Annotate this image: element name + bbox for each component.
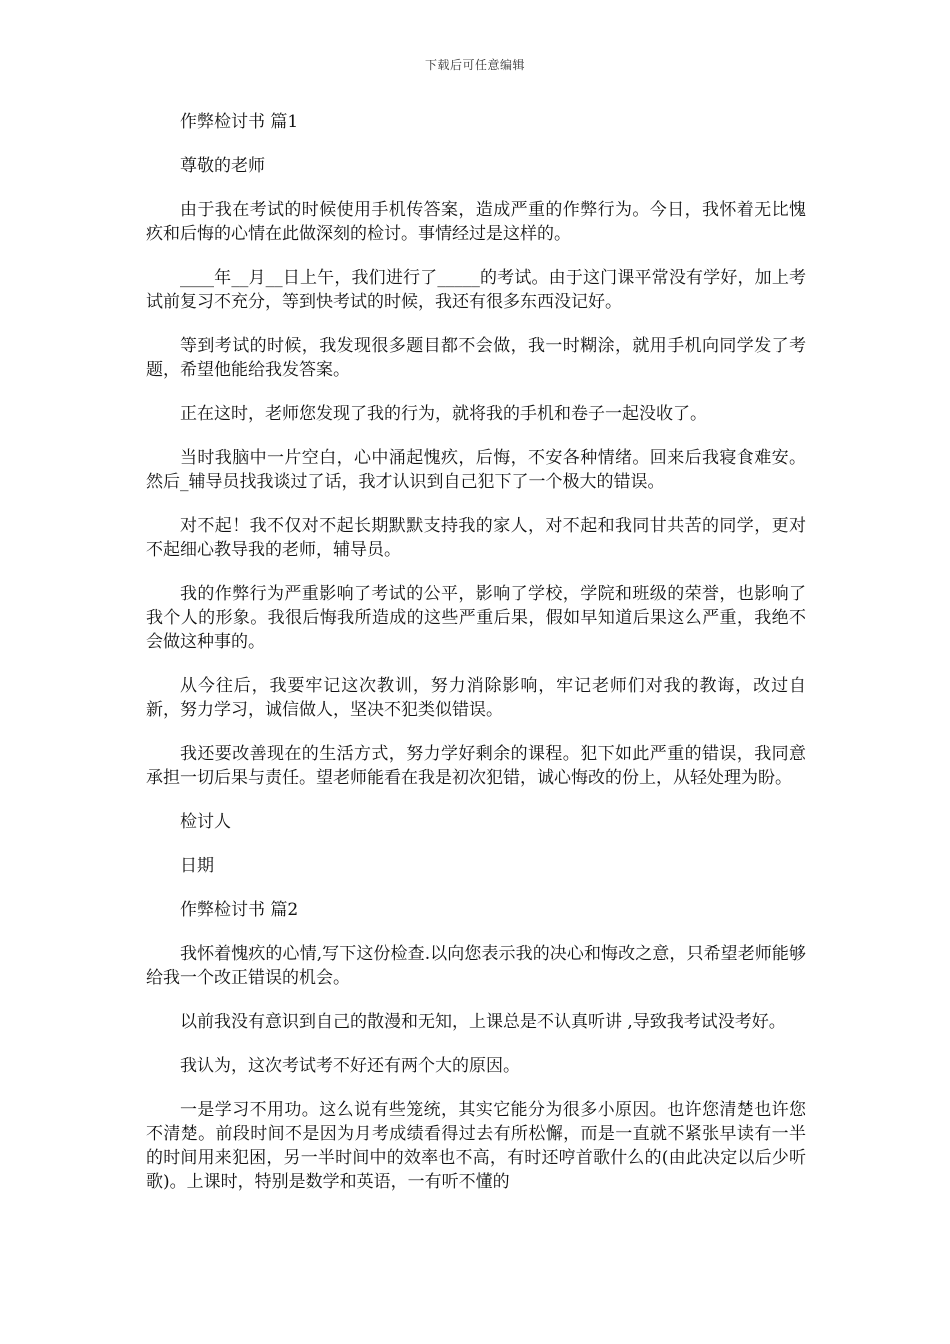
paragraph: 一是学习不用功。这么说有些笼统，其实它能分为很多小原因。也许您清楚也许您不清楚。前段时间不是因为月考成绩看得过去有所松懈，而是一直就不紧张早读有一半的时间用来犯困，另一半时间中的效率也不高，有时还哼首歌什么的(由此决定以后少听歌)。上课时，特别是数学和英语，一有听不懂的: [146, 1100, 806, 1192]
date-label: 日期: [180, 856, 214, 876]
paragraph: 由于我在考试的时候使用手机传答案，造成严重的作弊行为。今日，我怀着无比愧疚和后悔的心情在此做深刻的检讨。事情经过是这样的。: [146, 200, 806, 244]
paragraph: 我认为，这次考试考不好还有两个大的原因。: [180, 1056, 520, 1076]
paragraph: ____年__月__日上午，我们进行了_____的考试。由于这门课平常没有学好，加上考试前复习不充分，等到快考试的时候，我还有很多东西没记好。: [146, 268, 806, 312]
paragraph: 对不起！我不仅对不起长期默默支持我的家人，对不起和我同甘共苦的同学，更对不起细心教导我的老师，辅导员。: [146, 516, 806, 560]
section-title: 作弊检讨书 篇2: [180, 900, 299, 920]
paragraph: 正在这时，老师您发现了我的行为，就将我的手机和卷子一起没收了。: [180, 404, 707, 424]
paragraph: 我的作弊行为严重影响了考试的公平，影响了学校，学院和班级的荣誉，也影响了我个人的形象。我很后悔我所造成的这些严重后果，假如早知道后果这么严重，我绝不会做这种事的。: [146, 584, 806, 652]
paragraph: 我还要改善现在的生活方式，努力学好剩余的课程。犯下如此严重的错误，我同意承担一切后果与责任。望老师能看在我是初次犯错，诚心悔改的份上，从轻处理为盼。: [146, 744, 806, 788]
header-note: 下载后可任意编辑: [424, 58, 525, 72]
paragraph: 以前我没有意识到自己的散漫和无知，上课总是不认真听讲 ,导致我考试没考好。: [180, 1012, 786, 1032]
paragraph: 我怀着愧疚的心情,写下这份检查.以向您表示我的决心和悔改之意，只希望老师能够给我一个改正错误的机会。: [146, 944, 806, 988]
section-title: 作弊检讨书 篇1: [180, 112, 299, 132]
paragraph: 等到考试的时候，我发现很多题目都不会做，我一时糊涂，就用手机向同学发了考题，希望他能给我发答案。: [146, 336, 806, 380]
signature-label: 检讨人: [180, 812, 231, 832]
paragraph: 从今往后，我要牢记这次教训，努力消除影响，牢记老师们对我的教诲，改过自新，努力学习，诚信做人，坚决不犯类似错误。: [146, 676, 806, 720]
salutation: 尊敬的老师: [180, 156, 265, 176]
document-body: [146, 110, 806, 1194]
paragraph: 当时我脑中一片空白，心中涌起愧疚，后悔，不安各种情绪。回来后我寝食难安。然后_辅导员找我谈过了话，我才认识到自己犯下了一个极大的错误。: [146, 448, 806, 492]
